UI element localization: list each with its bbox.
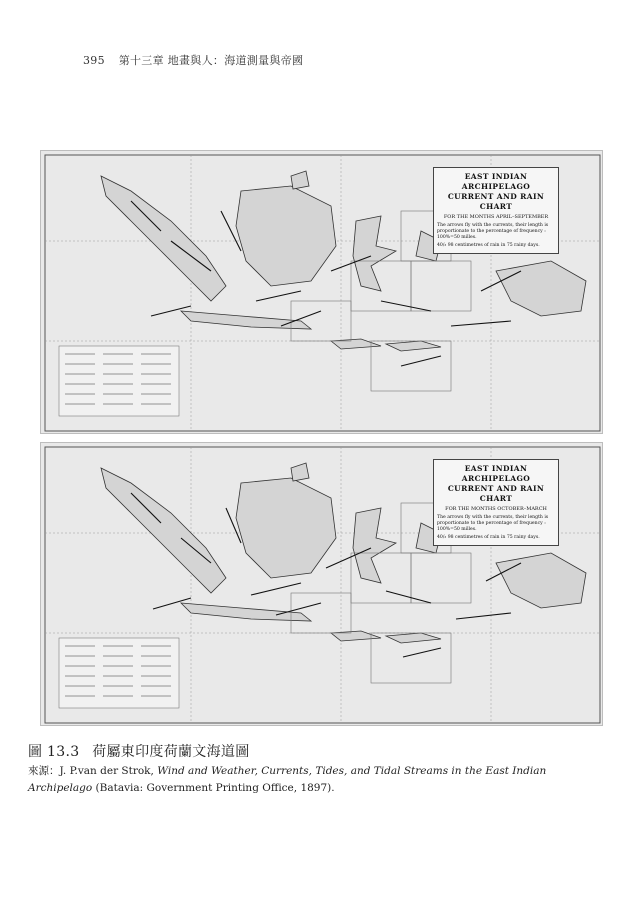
map-title-box — [433, 167, 559, 254]
source-suffix: (Batavia: Government Printing Office, 1897). — [92, 782, 335, 794]
map-note-arrows: The arrows fly with the currents, their length is proportionate to the percentage of frequency : 100%=50 milles. — [437, 223, 549, 240]
map-october-march — [40, 442, 603, 726]
map-title-line2: CURRENT AND RAIN CHART — [447, 484, 545, 503]
figure-number: 圖 13.3 — [28, 744, 80, 760]
chapter-title: 第十三章 地畫與人：海道測量與帝國 — [118, 54, 304, 67]
figure-caption — [28, 741, 250, 761]
figure-title: 荷屬東印度荷蘭文海道圖 — [92, 744, 250, 760]
map-title-line1: EAST INDIAN ARCHIPELAGO — [461, 172, 531, 191]
map-note-rain: 40/₃ 98 centimetres of rain in 75 rainy days. — [437, 243, 540, 248]
map-season: FOR THE MONTHS OCTOBER–MARCH — [445, 506, 547, 512]
map-april-september — [40, 150, 603, 434]
map-title-line2: CURRENT AND RAIN CHART — [447, 192, 545, 211]
map-season: FOR THE MONTHS APRIL–SEPTEMBER — [443, 214, 549, 220]
source-prefix: 來源：J. P.van der Strok, — [28, 765, 158, 777]
map-note-rain: 40/₃ 98 centimetres of rain in 75 rainy days. — [437, 535, 540, 540]
running-head — [83, 52, 303, 68]
map-note-arrows: The arrows fly with the currents, their length is proportionate to the percentage of frequency : 100%=50 milles. — [437, 515, 549, 532]
map-title-box — [433, 459, 559, 546]
figure-source — [28, 763, 590, 797]
source-work-title: Wind and Weather, Currents, Tides, and Tidal Streams in the East Indian Archipelago — [28, 765, 547, 794]
map-title-line1: EAST INDIAN ARCHIPELAGO — [461, 464, 531, 483]
page-number: 395 — [83, 54, 105, 67]
